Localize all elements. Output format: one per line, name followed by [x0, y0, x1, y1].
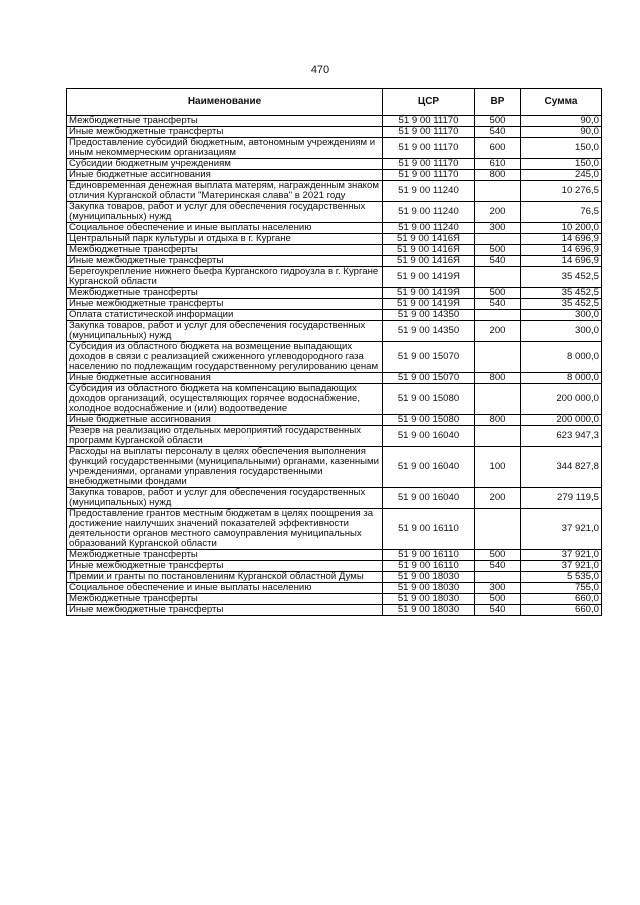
row-vr-cell: 200 — [475, 321, 521, 342]
table-row — [67, 384, 602, 415]
table-row — [67, 127, 602, 138]
row-csr-cell: 51 9 00 16040 — [383, 426, 475, 447]
table-row — [67, 509, 602, 550]
budget-table — [66, 88, 602, 616]
row-csr-cell: 51 9 00 14350 — [383, 321, 475, 342]
row-vr-cell: 100 — [475, 447, 521, 488]
row-name-cell: Единовременная денежная выплата матерям, награжденным знаком отличия Курганской области "Материнская слава" в 2021 году — [67, 181, 383, 202]
row-name-cell: Оплата статистической информации — [67, 310, 383, 321]
row-name-cell: Предоставление субсидий бюджетным, автономным учреждениям и иным некоммерческим организациям — [67, 138, 383, 159]
table-row — [67, 561, 602, 572]
row-vr-cell: 600 — [475, 138, 521, 159]
table-row — [67, 299, 602, 310]
row-sum-cell: 300,0 — [521, 310, 602, 321]
row-sum-cell: 90,0 — [521, 116, 602, 127]
table-row — [67, 550, 602, 561]
row-vr-cell: 540 — [475, 127, 521, 138]
row-name-cell: Межбюджетные трансферты — [67, 116, 383, 127]
table-row — [67, 267, 602, 288]
table-row — [67, 223, 602, 234]
table-row — [67, 373, 602, 384]
row-name-cell: Иные бюджетные ассигнования — [67, 373, 383, 384]
table-row — [67, 605, 602, 616]
row-csr-cell: 51 9 00 16110 — [383, 550, 475, 561]
row-csr-cell: 51 9 00 1419Я — [383, 288, 475, 299]
row-sum-cell: 623 947,3 — [521, 426, 602, 447]
row-csr-cell: 51 9 00 18030 — [383, 594, 475, 605]
row-csr-cell: 51 9 00 1416Я — [383, 234, 475, 245]
row-name-cell: Предоставление грантов местным бюджетам в целях поощрения за достижение наилучших значений показателей эффективности деятельности органов местного самоуправления муниципальных образований Курганской области — [67, 509, 383, 550]
row-csr-cell: 51 9 00 16110 — [383, 561, 475, 572]
row-name-cell: Берегоукрепление нижнего бьефа Курганского гидроузла в г. Кургане Курганской области — [67, 267, 383, 288]
row-name-cell: Социальное обеспечение и иные выплаты населению — [67, 583, 383, 594]
row-csr-cell: 51 9 00 11170 — [383, 138, 475, 159]
table-row — [67, 256, 602, 267]
row-name-cell: Межбюджетные трансферты — [67, 594, 383, 605]
row-name-cell: Закупка товаров, работ и услуг для обеспечения государственных (муниципальных) нужд — [67, 488, 383, 509]
row-vr-cell: 500 — [475, 116, 521, 127]
row-sum-cell: 150,0 — [521, 159, 602, 170]
row-csr-cell: 51 9 00 11240 — [383, 181, 475, 202]
row-sum-cell: 35 452,5 — [521, 267, 602, 288]
table-row — [67, 181, 602, 202]
row-csr-cell: 51 9 00 1416Я — [383, 245, 475, 256]
row-sum-cell: 279 119,5 — [521, 488, 602, 509]
table-row — [67, 170, 602, 181]
row-name-cell: Резерв на реализацию отдельных мероприятий государственных программ Курганской области — [67, 426, 383, 447]
table-row — [67, 288, 602, 299]
row-csr-cell: 51 9 00 18030 — [383, 605, 475, 616]
row-csr-cell: 51 9 00 15070 — [383, 373, 475, 384]
row-name-cell: Социальное обеспечение и иные выплаты населению — [67, 223, 383, 234]
row-vr-cell: 540 — [475, 299, 521, 310]
row-name-cell: Межбюджетные трансферты — [67, 288, 383, 299]
row-csr-cell: 51 9 00 16040 — [383, 447, 475, 488]
row-csr-cell: 51 9 00 16040 — [383, 488, 475, 509]
row-csr-cell: 51 9 00 15080 — [383, 384, 475, 415]
row-sum-cell: 660,0 — [521, 605, 602, 616]
row-name-cell: Центральный парк культуры и отдыха в г. Кургане — [67, 234, 383, 245]
row-sum-cell: 76,5 — [521, 202, 602, 223]
row-name-cell: Иные межбюджетные трансферты — [67, 127, 383, 138]
row-vr-cell — [475, 384, 521, 415]
row-vr-cell — [475, 181, 521, 202]
row-csr-cell: 51 9 00 15070 — [383, 342, 475, 373]
row-csr-cell: 51 9 00 1419Я — [383, 299, 475, 310]
row-name-cell: Иные межбюджетные трансферты — [67, 299, 383, 310]
row-csr-cell: 51 9 00 1419Я — [383, 267, 475, 288]
row-csr-cell: 51 9 00 18030 — [383, 583, 475, 594]
row-sum-cell: 14 696,9 — [521, 256, 602, 267]
row-csr-cell: 51 9 00 16110 — [383, 509, 475, 550]
row-vr-cell — [475, 572, 521, 583]
table-row — [67, 572, 602, 583]
row-sum-cell: 14 696,9 — [521, 245, 602, 256]
row-sum-cell: 14 696,9 — [521, 234, 602, 245]
row-sum-cell: 8 000,0 — [521, 373, 602, 384]
row-vr-cell — [475, 509, 521, 550]
row-vr-cell: 540 — [475, 605, 521, 616]
row-vr-cell: 500 — [475, 288, 521, 299]
table-row — [67, 310, 602, 321]
row-vr-cell: 540 — [475, 256, 521, 267]
row-name-cell: Закупка товаров, работ и услуг для обеспечения государственных (муниципальных) нужд — [67, 202, 383, 223]
row-vr-cell: 500 — [475, 550, 521, 561]
table-row — [67, 488, 602, 509]
table-row — [67, 202, 602, 223]
row-name-cell: Иные межбюджетные трансферты — [67, 256, 383, 267]
row-csr-cell: 51 9 00 1416Я — [383, 256, 475, 267]
row-sum-cell: 150,0 — [521, 138, 602, 159]
row-vr-cell: 200 — [475, 488, 521, 509]
row-vr-cell — [475, 426, 521, 447]
table-row — [67, 342, 602, 373]
table-row — [67, 594, 602, 605]
row-name-cell: Иные межбюджетные трансферты — [67, 561, 383, 572]
table-header-row — [67, 89, 602, 116]
row-csr-cell: 51 9 00 18030 — [383, 572, 475, 583]
row-name-cell: Субсидия из областного бюджета на компенсацию выпадающих доходов организаций, осуществляющих горячее водоснабжение, холодное водоснабжение и (или) водоотведение — [67, 384, 383, 415]
row-sum-cell: 10 276,5 — [521, 181, 602, 202]
row-name-cell: Межбюджетные трансферты — [67, 550, 383, 561]
table-row — [67, 234, 602, 245]
row-sum-cell: 8 000,0 — [521, 342, 602, 373]
row-sum-cell: 200 000,0 — [521, 415, 602, 426]
row-sum-cell: 90,0 — [521, 127, 602, 138]
row-name-cell: Межбюджетные трансферты — [67, 245, 383, 256]
row-vr-cell: 800 — [475, 170, 521, 181]
row-csr-cell: 51 9 00 15080 — [383, 415, 475, 426]
row-sum-cell: 10 200,0 — [521, 223, 602, 234]
row-name-cell: Премии и гранты по постановлениям Курганской областной Думы — [67, 572, 383, 583]
row-name-cell: Расходы на выплаты персоналу в целях обеспечения выполнения функций государственными (муниципальными) органами, казенными учреждениями, органами управления государственными внебюджетными фондами — [67, 447, 383, 488]
page-number: 470 — [310, 64, 330, 76]
row-sum-cell: 5 535,0 — [521, 572, 602, 583]
row-csr-cell: 51 9 00 11170 — [383, 116, 475, 127]
row-sum-cell: 37 921,0 — [521, 550, 602, 561]
table-row — [67, 583, 602, 594]
row-sum-cell: 300,0 — [521, 321, 602, 342]
row-csr-cell: 51 9 00 14350 — [383, 310, 475, 321]
row-name-cell: Иные бюджетные ассигнования — [67, 170, 383, 181]
row-csr-cell: 51 9 00 11240 — [383, 223, 475, 234]
row-vr-cell: 200 — [475, 202, 521, 223]
row-vr-cell — [475, 342, 521, 373]
row-name-cell: Иные бюджетные ассигнования — [67, 415, 383, 426]
column-header-vr: ВР — [475, 89, 521, 116]
row-sum-cell: 37 921,0 — [521, 509, 602, 550]
row-vr-cell: 300 — [475, 223, 521, 234]
row-sum-cell: 35 452,5 — [521, 288, 602, 299]
row-csr-cell: 51 9 00 11170 — [383, 127, 475, 138]
row-vr-cell: 800 — [475, 373, 521, 384]
row-vr-cell: 500 — [475, 594, 521, 605]
table-row — [67, 245, 602, 256]
row-name-cell: Иные межбюджетные трансферты — [67, 605, 383, 616]
column-header-csr: ЦСР — [383, 89, 475, 116]
row-vr-cell — [475, 267, 521, 288]
row-name-cell: Субсидии бюджетным учреждениям — [67, 159, 383, 170]
column-header-name: Наименование — [67, 89, 383, 116]
row-sum-cell: 344 827,8 — [521, 447, 602, 488]
table-row — [67, 116, 602, 127]
table-row — [67, 159, 602, 170]
row-csr-cell: 51 9 00 11170 — [383, 170, 475, 181]
table-row — [67, 447, 602, 488]
row-csr-cell: 51 9 00 11240 — [383, 202, 475, 223]
row-vr-cell: 500 — [475, 245, 521, 256]
row-vr-cell — [475, 234, 521, 245]
column-header-sum: Сумма — [521, 89, 602, 116]
row-name-cell: Субсидия из областного бюджета на возмещение выпадающих доходов в связи с реализацией сжиженного углеводородного газа населению по подлежащим государственному регулированию ценам — [67, 342, 383, 373]
row-sum-cell: 245,0 — [521, 170, 602, 181]
table-row — [67, 138, 602, 159]
row-vr-cell: 540 — [475, 561, 521, 572]
row-vr-cell: 300 — [475, 583, 521, 594]
table-row — [67, 415, 602, 426]
table-row — [67, 426, 602, 447]
row-sum-cell: 37 921,0 — [521, 561, 602, 572]
row-vr-cell: 800 — [475, 415, 521, 426]
row-sum-cell: 755,0 — [521, 583, 602, 594]
row-name-cell: Закупка товаров, работ и услуг для обеспечения государственных (муниципальных) нужд — [67, 321, 383, 342]
table-row — [67, 321, 602, 342]
row-vr-cell: 610 — [475, 159, 521, 170]
row-sum-cell: 660,0 — [521, 594, 602, 605]
row-vr-cell — [475, 310, 521, 321]
row-csr-cell: 51 9 00 11170 — [383, 159, 475, 170]
row-sum-cell: 200 000,0 — [521, 384, 602, 415]
row-sum-cell: 35 452,5 — [521, 299, 602, 310]
